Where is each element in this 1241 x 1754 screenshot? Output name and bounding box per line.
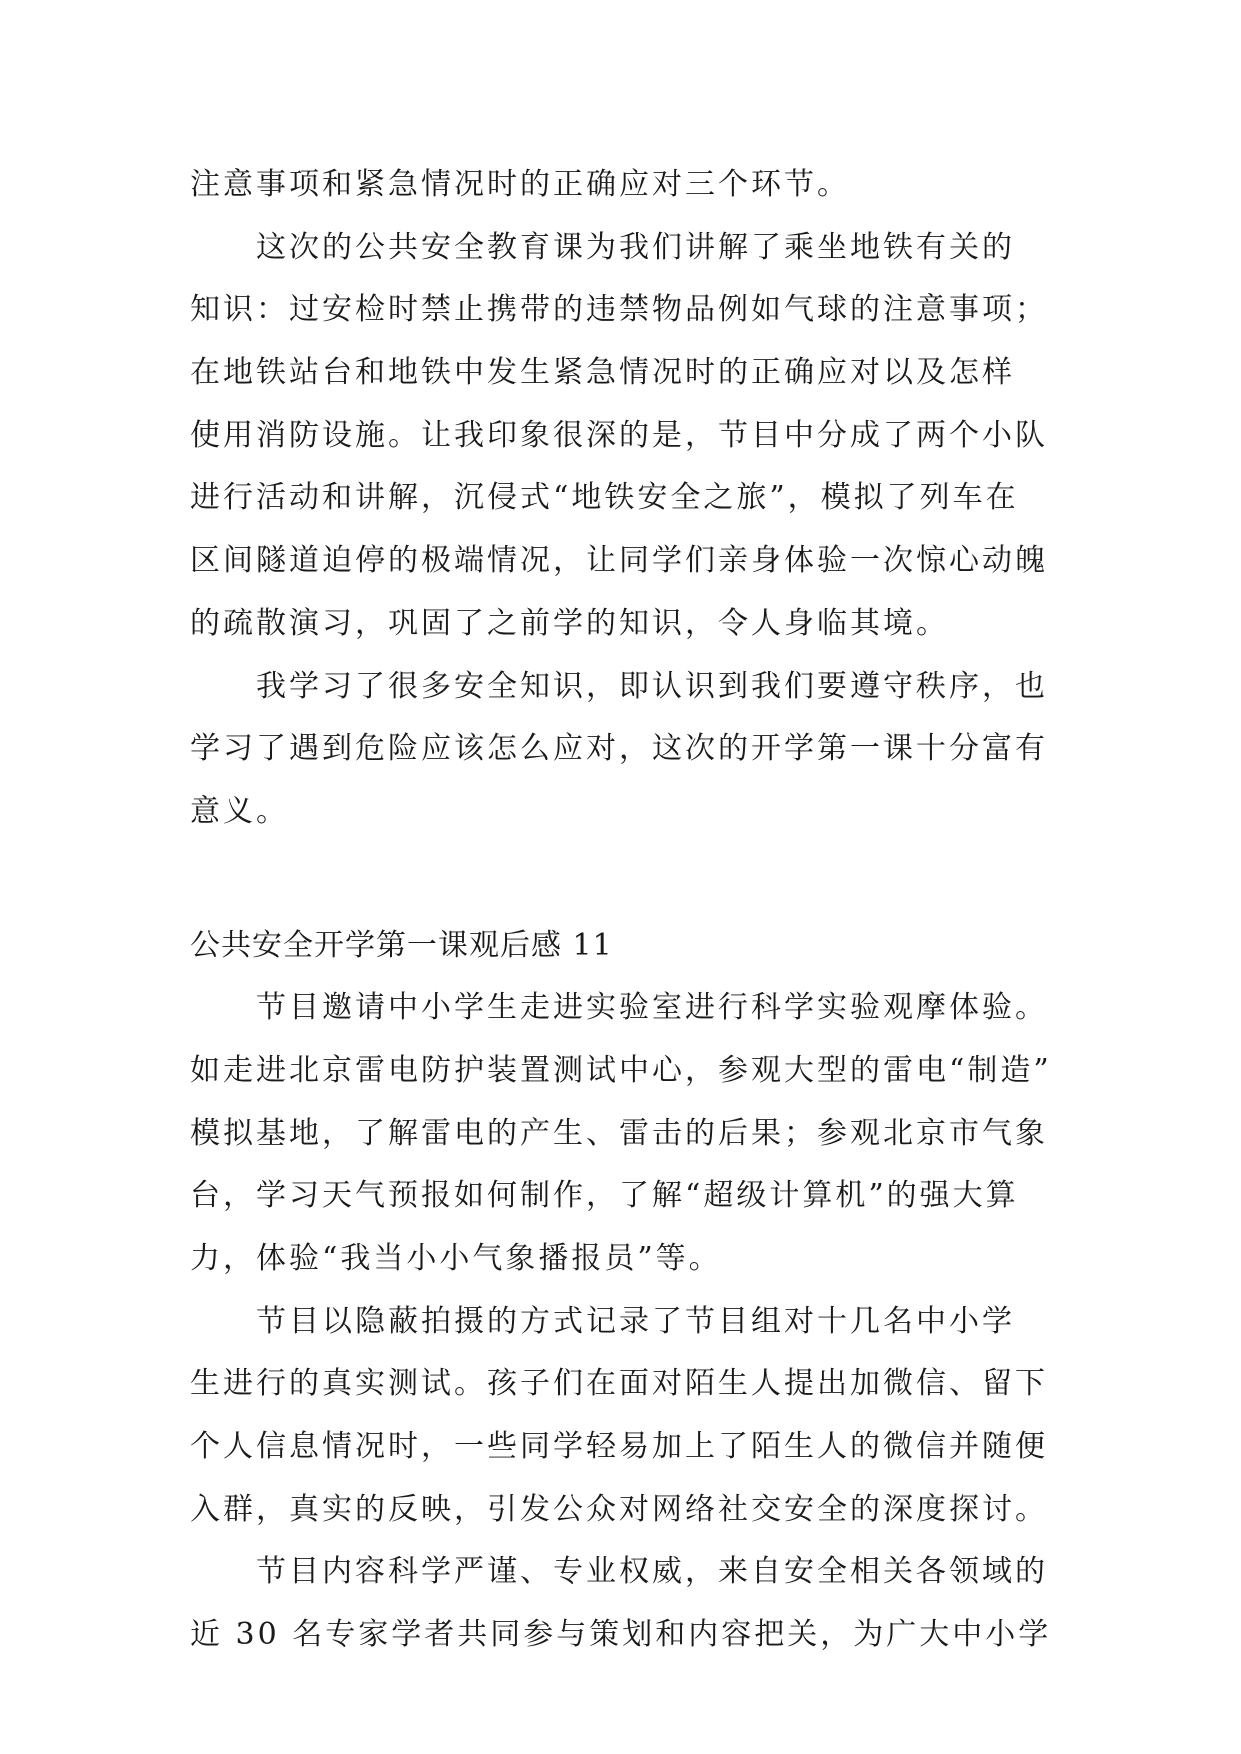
text-line: 节目以隐蔽拍摄的方式记录了节目组对十几名中小学: [256, 1303, 1015, 1339]
text-line: 学习了遇到危险应该怎么应对，这次的开学第一课十分富有: [190, 731, 1048, 767]
text-line: 的疏散演习，巩固了之前学的知识，令人身临其境。: [190, 605, 949, 641]
text-line: 在地铁站台和地铁中发生紧急情况时的正确应对以及怎样: [190, 355, 1015, 391]
text-line: 生进行的真实测试。孩子们在面对陌生人提出加微信、留下: [190, 1366, 1048, 1402]
text-line: 知识：过安检时禁止携带的违禁物品例如气球的注意事项；: [190, 292, 1048, 328]
text-line: 这次的公共安全教育课为我们讲解了乘坐地铁有关的: [256, 229, 1015, 265]
text-line: 意义。: [190, 793, 289, 829]
text-line: 个人信息情况时，一些同学轻易加上了陌生人的微信并随便: [190, 1429, 1048, 1465]
text-line: 入群，真实的反映，引发公众对网络社交安全的深度探讨。: [190, 1491, 1048, 1527]
text-line: 注意事项和紧急情况时的正确应对三个环节。: [190, 167, 850, 202]
text-line: 节目邀请中小学生走进实验室进行科学实验观摩体验。: [256, 990, 1048, 1026]
text-line: 节目内容科学严谨、专业权威，来自安全相关各领域的: [256, 1554, 1048, 1590]
document-body: [190, 154, 1055, 1667]
section-gap: [190, 844, 1055, 915]
text-line: 区间隧道迫停的极端情况，让同学们亲身体验一次惊心动魄: [190, 543, 1048, 579]
text-line: 近 30 名专家学者共同参与策划和内容把关，为广大中小学: [190, 1617, 1052, 1653]
text-line: 我学习了很多安全知识，即认识到我们要遵守秩序，也: [256, 668, 1048, 704]
text-line: 如走进北京雷电防护装置测试中心，参观大型的雷电“制造”: [190, 1052, 1052, 1088]
text-line: 模拟基地，了解雷电的产生、雷击的后果；参观北京市气象: [190, 1115, 1048, 1151]
section-heading: 公共安全开学第一课观后感 11: [190, 927, 613, 963]
text-line: 台，学习天气预报如何制作，了解“超级计算机”的强大算: [190, 1178, 1019, 1214]
text-line: 进行活动和讲解，沉侵式“地铁安全之旅”，模拟了列车在: [190, 480, 1019, 516]
text-line: 力，体验“我当小小气象播报员”等。: [190, 1241, 722, 1276]
text-line: 使用消防设施。让我印象很深的是，节目中分成了两个小队: [190, 417, 1048, 453]
